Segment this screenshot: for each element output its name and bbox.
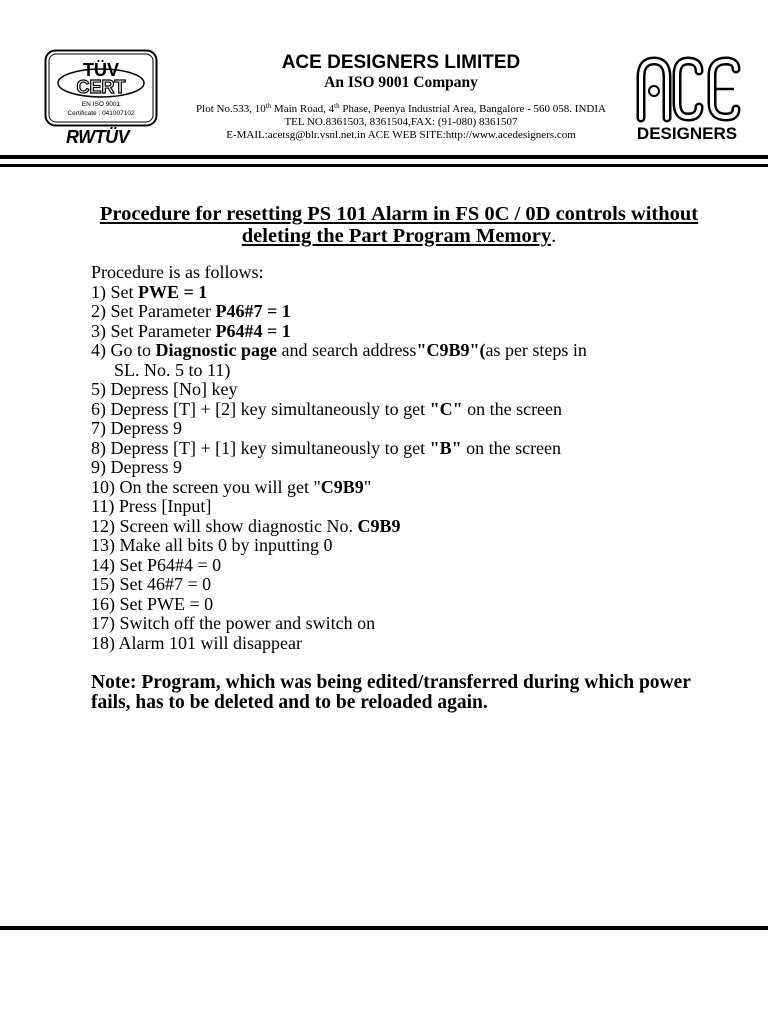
procedure-step [91, 517, 731, 537]
step-emphasis: "C9B9"( [416, 340, 486, 360]
procedure-intro: Procedure is as follows: [91, 262, 264, 282]
step-text: 15) Set 46#7 = 0 [91, 574, 212, 594]
step-text: 18) Alarm 101 will disappear [91, 632, 302, 653]
step-text: SL. No. 5 to 11) [114, 359, 231, 380]
ace-letter-a-eye [649, 86, 659, 96]
procedure-step-continuation [91, 361, 731, 381]
step-text: 17) Switch off the power and switch on [91, 613, 376, 633]
address-text: Main Road, 4 [271, 103, 335, 115]
step-text: 5) Depress [No] key [91, 379, 238, 399]
procedure-step [91, 400, 731, 420]
step-text: on the screen [461, 437, 562, 458]
procedure-list [91, 263, 731, 653]
header-rule [0, 155, 768, 159]
ace-designers-wordmark: DESIGNERS [636, 124, 738, 143]
procedure-step [91, 497, 731, 517]
ace-designers-logo [632, 55, 744, 123]
procedure-note [91, 673, 731, 713]
procedure-step [91, 536, 731, 556]
procedure-step [91, 302, 731, 322]
company-address [170, 103, 632, 116]
title-period: . [551, 225, 557, 247]
procedure-step [91, 575, 731, 595]
note-line: Note: Program, which was being edited/transferred during which power [91, 672, 691, 693]
company-email-web: E-MAIL:acetsg@blr.vsnl.net.in ACE WEB SITE:http://www.acedesigners.com [226, 129, 576, 141]
footer-rule [0, 926, 768, 930]
company-phone: TEL NO.8361503, 8361504,FAX: (91-080) 8361507 [284, 116, 518, 128]
procedure-step [91, 380, 731, 400]
step-text: 4) Go to [91, 340, 156, 360]
procedure-step [91, 458, 731, 478]
company-tagline: An ISO 9001 Company [324, 74, 478, 91]
address-text: Plot No.533, 10 [196, 103, 266, 115]
step-text: 14) Set P64#4 = 0 [91, 554, 222, 575]
step-text: 10) On the screen you will get " [91, 476, 321, 497]
step-text: 3) Set Parameter [91, 320, 216, 341]
address-superscript: th [265, 102, 272, 110]
step-text: 2) Set Parameter [91, 301, 216, 321]
step-text: 6) Depress [T] + [2] key simultaneously to get [91, 398, 430, 419]
step-emphasis: P64#4 = 1 [215, 320, 291, 341]
tuv-cert-logo [44, 49, 159, 128]
procedure-step [91, 322, 731, 342]
ace-letter-c-outline [677, 61, 699, 117]
tuv-logo-standard: EN ISO 9001 [81, 101, 121, 108]
tuv-logo-certificate: Certificate : 041007102 [67, 110, 135, 117]
step-text: and search address [277, 340, 417, 360]
procedure-step [91, 341, 731, 361]
step-text: on the screen [462, 398, 563, 419]
document-title [91, 203, 707, 247]
procedure-step [91, 419, 731, 439]
step-text: 1) Set [91, 281, 138, 302]
step-emphasis: Diagnostic page [155, 340, 277, 360]
procedure-step [91, 439, 731, 459]
step-text: as per steps in [485, 340, 587, 360]
step-emphasis: "C" [429, 398, 463, 419]
rwtuv-wordmark: RWTÜV [66, 127, 130, 147]
header-rule [0, 164, 768, 167]
title-text: Procedure for resetting PS 101 Alarm in FS 0C / 0D controls without [99, 203, 699, 225]
step-text: 7) Depress 9 [91, 418, 182, 438]
step-text: 13) Make all bits 0 by inputting 0 [91, 535, 333, 555]
step-emphasis: PWE = 1 [138, 281, 208, 302]
tuv-logo-brand: TÜV [83, 60, 119, 80]
step-text: 12) Screen will show diagnostic No. [91, 515, 358, 536]
tuv-logo-mark: CERT [76, 77, 126, 97]
step-emphasis: C9B9 [320, 476, 364, 497]
address-superscript: th [334, 102, 340, 110]
procedure-step [91, 614, 731, 634]
step-emphasis: "B" [429, 437, 462, 458]
procedure-step [91, 283, 731, 303]
title-line [91, 203, 707, 225]
step-emphasis: C9B9 [357, 515, 401, 536]
procedure-step [91, 634, 731, 654]
title-line [91, 225, 707, 247]
procedure-step [91, 478, 731, 498]
company-contact [170, 103, 632, 142]
procedure-step [91, 556, 731, 576]
note-line: fails, has to be deleted and to be reloaded again. [91, 692, 488, 713]
step-text: " [363, 476, 372, 497]
step-text: 9) Depress 9 [91, 457, 182, 477]
procedure-step [91, 595, 731, 615]
step-text: 16) Set PWE = 0 [91, 593, 214, 614]
step-emphasis: P46#7 = 1 [215, 301, 291, 321]
title-text: deleting the Part Program Memory [241, 225, 552, 247]
company-name: ACE DESIGNERS LIMITED [281, 52, 521, 73]
step-text: 11) Press [Input] [91, 496, 212, 516]
address-text: Phase, Peenya Industrial Area, Bangalore - 560 058. INDIA [339, 103, 606, 115]
step-text: 8) Depress [T] + [1] key simultaneously to get [91, 437, 430, 458]
